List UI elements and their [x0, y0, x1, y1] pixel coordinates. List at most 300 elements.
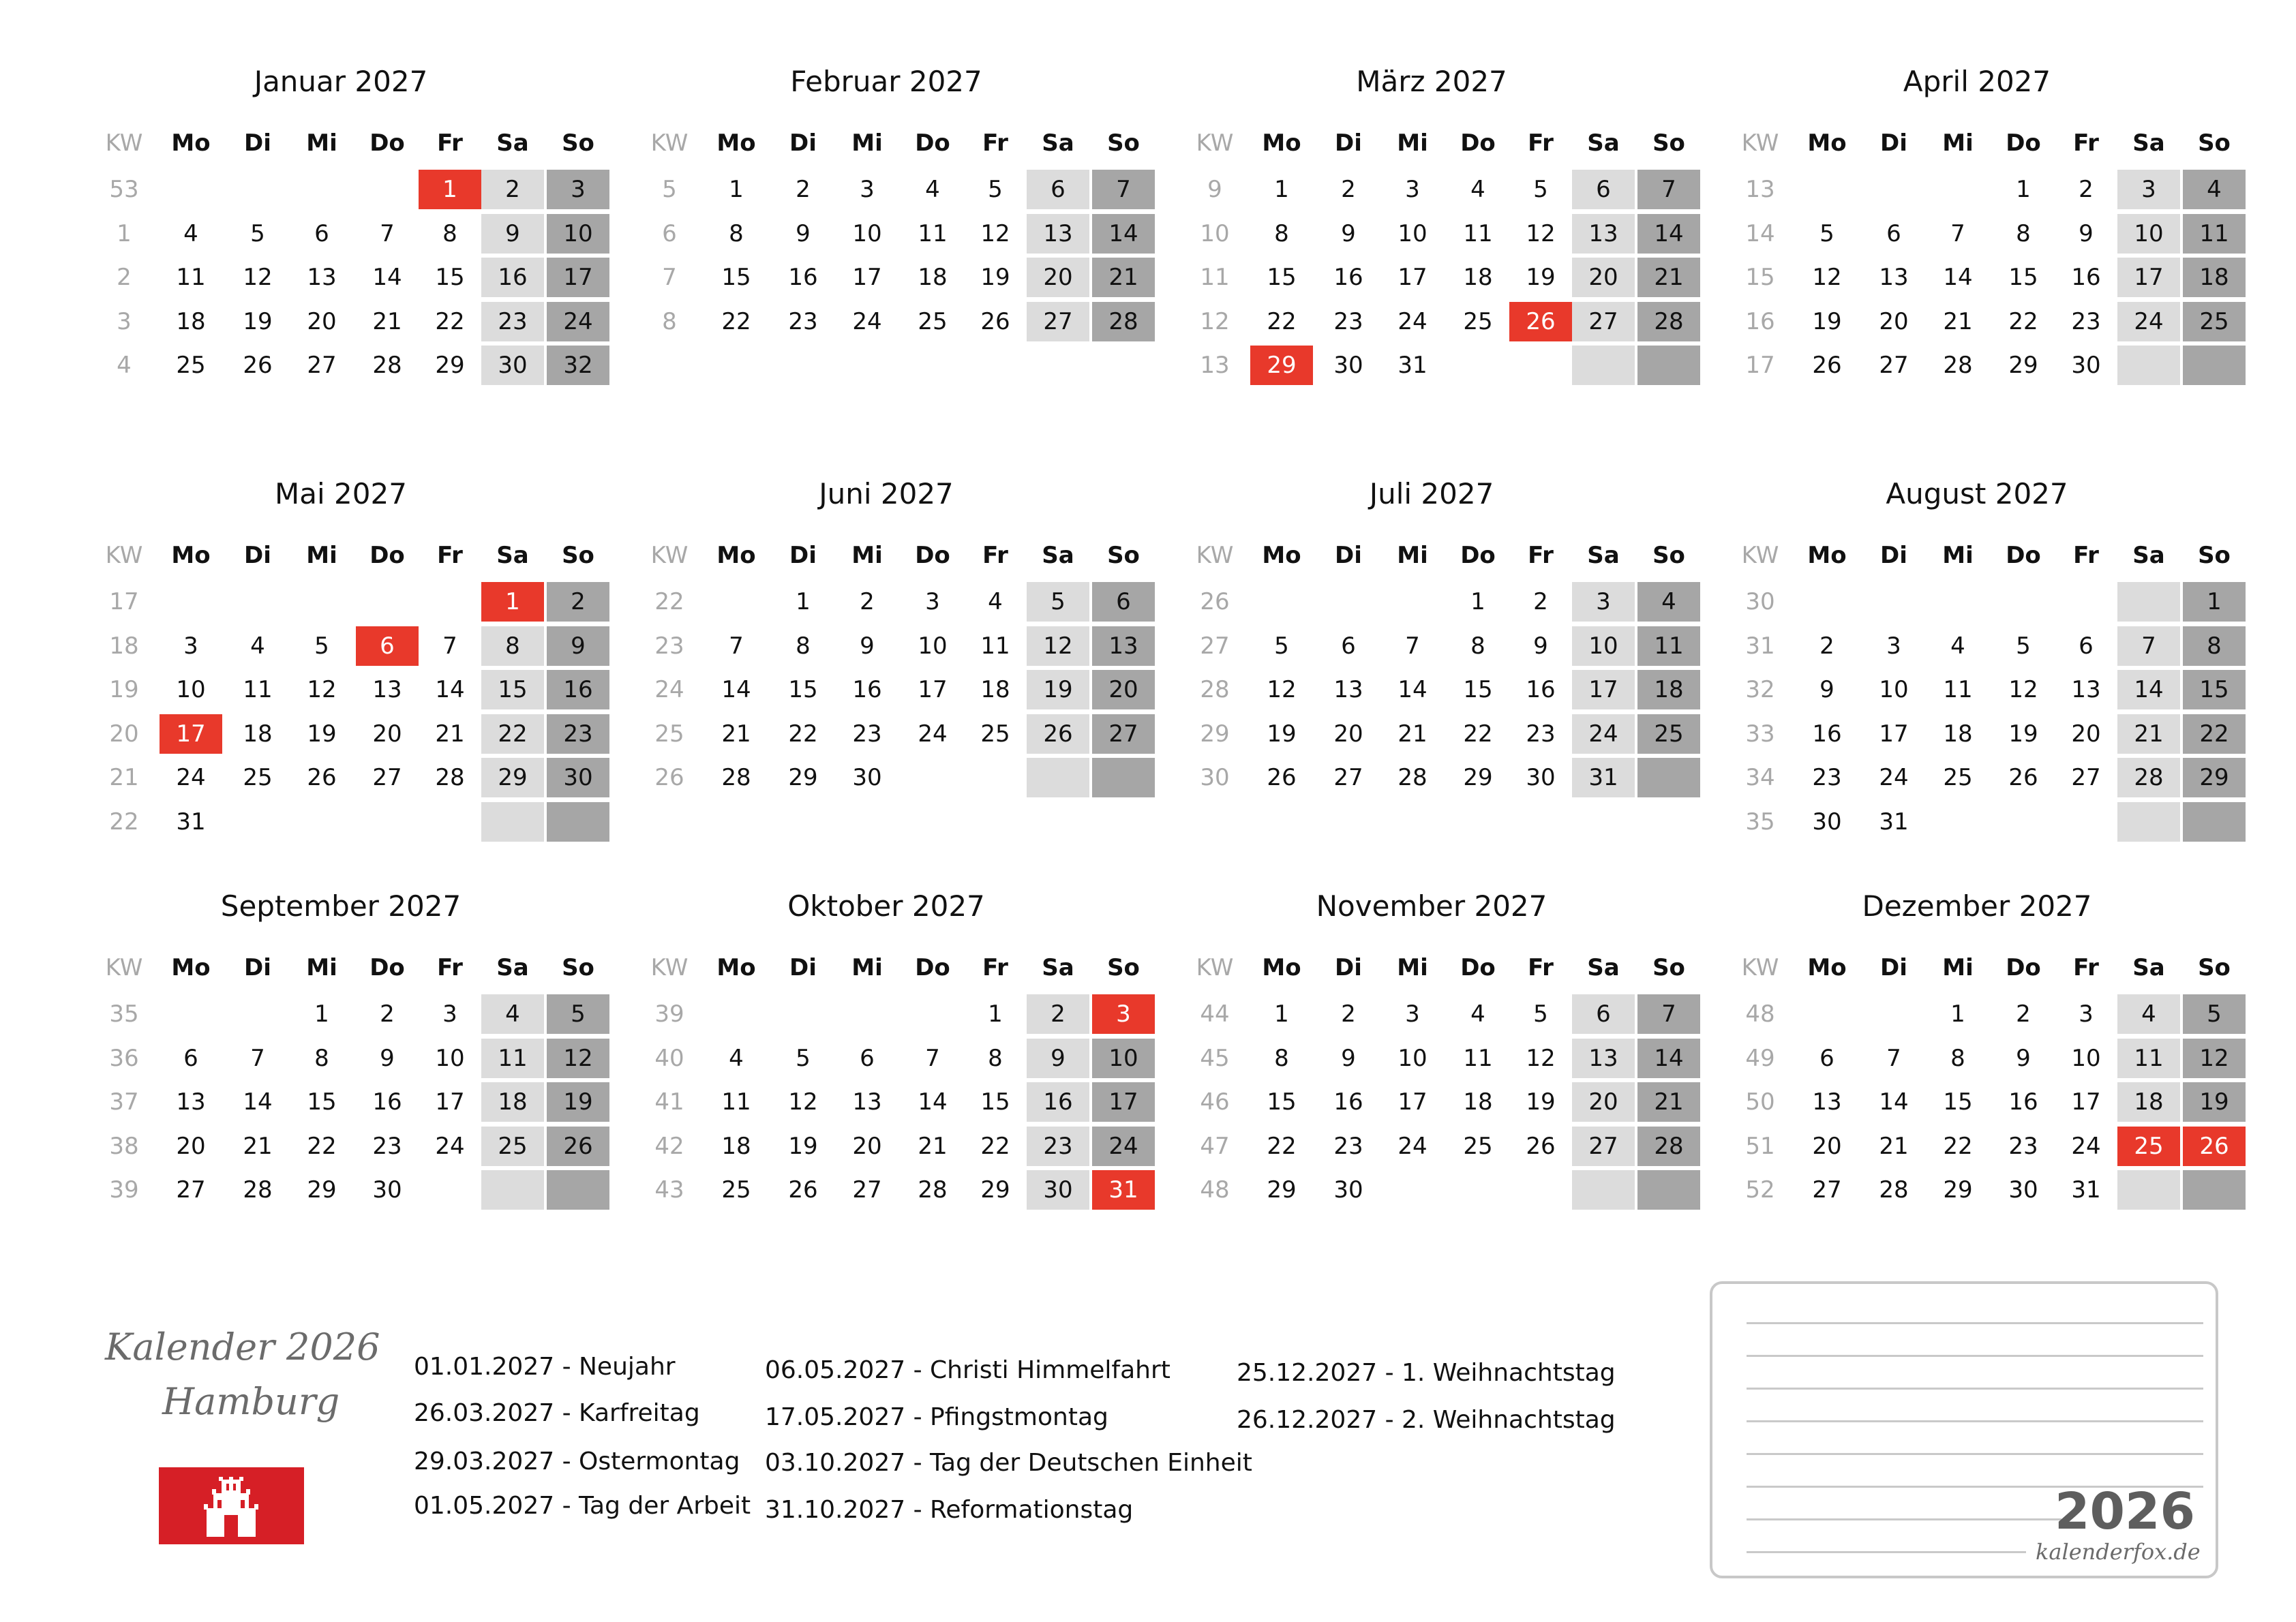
day-cell: 11	[481, 1039, 544, 1078]
day-cell: 30	[372, 1176, 402, 1204]
day-cell: 18	[1463, 264, 1493, 291]
week-number: 35	[109, 1000, 139, 1028]
week-number: 31	[1745, 632, 1775, 660]
day-cell: 14	[1637, 214, 1700, 254]
day-cell: 17	[1092, 1082, 1155, 1122]
day-cell: 9	[1341, 219, 1356, 247]
day-cell	[836, 994, 898, 1034]
day-cell: 28	[1637, 1127, 1700, 1166]
day-cell: 22	[435, 307, 465, 335]
day-cell: 10	[1879, 676, 1909, 703]
day-cell	[2055, 802, 2117, 842]
week-number: 48	[1745, 1000, 1775, 1028]
day-cell: 19	[1812, 307, 1842, 335]
weekday-header: Mo	[1262, 129, 1301, 157]
day-cell: 12	[1267, 676, 1297, 703]
day-cell: 3	[547, 170, 609, 209]
day-cell: 22	[307, 1132, 337, 1160]
weekday-header: Sa	[2132, 129, 2165, 157]
week-number: 47	[1200, 1132, 1230, 1160]
day-cell: 11	[980, 632, 1010, 660]
day-cell	[290, 582, 353, 622]
weekday-header: Sa	[1587, 129, 1620, 157]
weekday-header: Mi	[1397, 542, 1428, 569]
day-cell: 8	[2016, 219, 2031, 247]
day-cell: 25	[918, 307, 948, 335]
day-cell: 16	[1027, 1082, 1089, 1122]
day-cell: 31	[176, 808, 206, 836]
holiday-day-cell: 31	[1092, 1170, 1155, 1210]
day-cell: 18	[2183, 258, 2246, 297]
week-number: 42	[654, 1132, 684, 1160]
weekday-header: Sa	[1042, 129, 1074, 157]
note-line	[1747, 1453, 2203, 1455]
day-cell: 13	[2071, 676, 2101, 703]
day-cell: 17	[1398, 264, 1428, 291]
day-cell: 2	[1533, 588, 1548, 615]
day-cell: 27	[2071, 764, 2101, 791]
day-cell: 20	[1572, 258, 1635, 297]
weekday-header: Di	[789, 954, 817, 981]
day-cell: 13	[372, 676, 402, 703]
day-cell: 10	[1398, 219, 1428, 247]
day-cell: 10	[435, 1044, 465, 1072]
week-number: 30	[1745, 588, 1775, 615]
day-cell: 14	[1637, 1039, 1700, 1078]
day-cell: 26	[788, 1176, 818, 1204]
day-cell: 19	[547, 1082, 609, 1122]
note-line	[1747, 1388, 2203, 1390]
day-cell: 11	[721, 1088, 751, 1116]
day-cell: 8	[729, 219, 744, 247]
day-cell: 25	[980, 720, 1010, 748]
day-cell	[1992, 802, 2055, 842]
day-cell: 17	[1879, 720, 1909, 748]
holiday-day-cell: 17	[160, 714, 222, 754]
day-cell: 4	[1470, 176, 1485, 203]
day-cell: 8	[1274, 1044, 1289, 1072]
weekday-header: Fr	[437, 542, 463, 569]
day-cell: 20	[1812, 1132, 1842, 1160]
weekday-header: Fr	[1528, 129, 1554, 157]
day-cell: 18	[2117, 1082, 2180, 1122]
day-cell: 17	[918, 676, 948, 703]
day-cell: 9	[2016, 1044, 2031, 1072]
day-cell	[1317, 582, 1380, 622]
day-cell	[160, 994, 222, 1034]
day-cell: 28	[435, 764, 465, 791]
day-cell: 14	[721, 676, 751, 703]
calendar-region: Hamburg	[162, 1380, 340, 1423]
day-cell	[356, 582, 419, 622]
week-number: 37	[109, 1088, 139, 1116]
day-cell: 16	[547, 670, 609, 709]
day-cell	[1447, 1170, 1509, 1210]
day-cell: 12	[243, 264, 273, 291]
day-cell: 7	[1405, 632, 1420, 660]
day-cell: 7	[1637, 994, 1700, 1034]
week-number: 53	[109, 176, 139, 203]
day-cell: 2	[2079, 176, 2094, 203]
day-cell: 4	[250, 632, 265, 660]
day-cell: 30	[1027, 1170, 1089, 1210]
day-cell: 14	[243, 1088, 273, 1116]
weekday-header: Mo	[171, 954, 211, 981]
day-cell: 20	[2071, 720, 2101, 748]
day-cell: 4	[988, 588, 1003, 615]
day-cell: 5	[1533, 176, 1548, 203]
day-cell: 27	[1572, 1127, 1635, 1166]
day-cell	[2117, 346, 2180, 385]
day-cell: 15	[1463, 676, 1493, 703]
day-cell: 1	[729, 176, 744, 203]
day-cell: 11	[243, 676, 273, 703]
day-cell: 11	[1637, 626, 1700, 666]
day-cell: 3	[1405, 1000, 1420, 1028]
day-cell: 28	[1943, 352, 1973, 379]
day-cell: 12	[788, 1088, 818, 1116]
kw-header: KW	[1196, 542, 1234, 569]
day-cell	[2117, 582, 2180, 622]
week-number: 16	[1745, 307, 1775, 335]
weekday-header: Fr	[982, 954, 1008, 981]
day-cell: 7	[250, 1044, 265, 1072]
week-number: 3	[117, 307, 132, 335]
weekday-header: Do	[1460, 954, 1496, 981]
day-cell: 16	[2008, 1088, 2038, 1116]
day-cell: 21	[721, 720, 751, 748]
day-cell	[290, 170, 353, 209]
day-cell	[1862, 170, 1925, 209]
month-title: Oktober 2027	[787, 889, 985, 923]
day-cell: 13	[1812, 1088, 1842, 1116]
day-cell: 21	[1398, 720, 1428, 748]
day-cell	[1572, 346, 1635, 385]
day-cell: 24	[176, 764, 206, 791]
day-cell: 19	[980, 264, 1010, 291]
day-cell: 5	[1819, 219, 1834, 247]
week-number: 20	[109, 720, 139, 748]
holiday-day-cell: 3	[1092, 994, 1155, 1034]
day-cell: 27	[307, 352, 337, 379]
week-number: 44	[1200, 1000, 1230, 1028]
week-number: 26	[1200, 588, 1230, 615]
day-cell	[547, 1170, 609, 1210]
day-cell: 1	[2016, 176, 2031, 203]
day-cell: 22	[481, 714, 544, 754]
note-line	[1747, 1322, 2203, 1324]
day-cell: 27	[852, 1176, 882, 1204]
day-cell: 22	[2183, 714, 2246, 754]
day-cell: 4	[2183, 170, 2246, 209]
day-cell: 3	[860, 176, 875, 203]
day-cell: 31	[1398, 352, 1428, 379]
kw-header: KW	[105, 954, 143, 981]
week-number: 39	[109, 1176, 139, 1204]
day-cell	[226, 582, 289, 622]
month-title: Februar 2027	[790, 65, 982, 98]
holiday-item: 25.12.2027 - 1. Weihnachtstag	[1237, 1359, 1616, 1387]
day-cell: 25	[176, 352, 206, 379]
week-number: 30	[1200, 764, 1230, 791]
weekday-header: Fr	[2073, 954, 2099, 981]
weekday-header: So	[2198, 542, 2231, 569]
day-cell: 9	[481, 214, 544, 254]
day-cell: 9	[547, 626, 609, 666]
day-cell: 18	[721, 1132, 751, 1160]
holiday-day-cell: 1	[419, 170, 481, 209]
day-cell: 13	[1572, 214, 1635, 254]
day-cell: 6	[1886, 219, 1901, 247]
day-cell: 28	[1092, 302, 1155, 341]
weekday-header: Mo	[1262, 542, 1301, 569]
day-cell: 27	[1027, 302, 1089, 341]
weekday-header: Do	[369, 954, 405, 981]
month-title: November 2027	[1316, 889, 1547, 923]
day-cell: 30	[2008, 1176, 2038, 1204]
week-number: 14	[1745, 219, 1775, 247]
day-cell: 9	[1533, 632, 1548, 660]
weekday-header: Fr	[1528, 542, 1554, 569]
day-cell: 7	[380, 219, 395, 247]
day-cell: 7	[1886, 1044, 1901, 1072]
day-cell: 16	[788, 264, 818, 291]
day-cell	[2117, 802, 2180, 842]
weekday-header: Mi	[306, 129, 337, 157]
holiday-item: 06.05.2027 - Christi Himmelfahrt	[765, 1356, 1170, 1384]
week-number: 46	[1200, 1088, 1230, 1116]
day-cell: 26	[1526, 1132, 1556, 1160]
day-cell	[356, 170, 419, 209]
day-cell: 5	[988, 176, 1003, 203]
day-cell: 10	[918, 632, 948, 660]
day-cell: 19	[2008, 720, 2038, 748]
day-cell: 29	[1267, 1176, 1297, 1204]
month-title: Dezember 2027	[1862, 889, 2092, 923]
day-cell: 10	[547, 214, 609, 254]
day-cell: 5	[1027, 582, 1089, 622]
month-title: April 2027	[1903, 65, 2051, 98]
day-cell: 3	[2117, 170, 2180, 209]
day-cell	[772, 994, 834, 1034]
week-number: 5	[662, 176, 677, 203]
day-cell: 1	[314, 1000, 329, 1028]
week-number: 15	[1745, 264, 1775, 291]
day-cell: 3	[925, 588, 940, 615]
day-cell: 28	[1637, 302, 1700, 341]
weekday-header: So	[562, 129, 594, 157]
weekday-header: Di	[244, 129, 271, 157]
day-cell: 2	[2016, 1000, 2031, 1028]
day-cell	[481, 1170, 544, 1210]
day-cell: 32	[547, 346, 609, 385]
day-cell: 11	[2183, 214, 2246, 254]
day-cell	[1927, 170, 1989, 209]
day-cell: 18	[1463, 1088, 1493, 1116]
day-cell: 31	[1572, 758, 1635, 797]
day-cell: 18	[918, 264, 948, 291]
day-cell: 28	[1398, 764, 1428, 791]
day-cell: 19	[1027, 670, 1089, 709]
day-cell: 13	[307, 264, 337, 291]
day-cell: 22	[1943, 1132, 1973, 1160]
day-cell	[226, 994, 289, 1034]
holiday-item: 17.05.2027 - Pfingstmontag	[765, 1403, 1108, 1431]
weekday-header: So	[1652, 954, 1685, 981]
day-cell	[964, 758, 1027, 797]
weekday-header: Sa	[2132, 542, 2165, 569]
day-cell: 13	[852, 1088, 882, 1116]
day-cell: 23	[1333, 1132, 1363, 1160]
day-cell	[419, 582, 481, 622]
day-cell: 27	[372, 764, 402, 791]
month-title: Januar 2027	[254, 65, 428, 98]
day-cell: 26	[243, 352, 273, 379]
kw-header: KW	[1741, 954, 1779, 981]
day-cell: 8	[442, 219, 457, 247]
day-cell: 13	[1333, 676, 1363, 703]
month-title: Juni 2027	[819, 477, 954, 510]
day-cell: 17	[1398, 1088, 1428, 1116]
day-cell: 12	[1027, 626, 1089, 666]
week-number: 9	[1207, 176, 1222, 203]
day-cell: 23	[2008, 1132, 2038, 1160]
day-cell: 14	[1398, 676, 1428, 703]
weekday-header: Sa	[2132, 954, 2165, 981]
day-cell: 20	[176, 1132, 206, 1160]
day-cell: 8	[796, 632, 811, 660]
day-cell: 11	[1463, 1044, 1493, 1072]
day-cell: 6	[860, 1044, 875, 1072]
brand-logo-text: kalenderfox.de	[2036, 1539, 2201, 1565]
day-cell	[1927, 802, 1989, 842]
week-number: 22	[109, 808, 139, 836]
day-cell: 12	[1526, 219, 1556, 247]
day-cell: 4	[1470, 1000, 1485, 1028]
weekday-header: Do	[2006, 129, 2041, 157]
week-number: 48	[1200, 1176, 1230, 1204]
weekday-header: Fr	[437, 954, 463, 981]
hamburg-castle-icon	[159, 1467, 304, 1544]
day-cell	[1092, 758, 1155, 797]
day-cell	[160, 170, 222, 209]
day-cell: 31	[2071, 1176, 2101, 1204]
day-cell	[356, 802, 419, 842]
day-cell: 13	[1572, 1039, 1635, 1078]
day-cell: 15	[980, 1088, 1010, 1116]
day-cell: 2	[1819, 632, 1834, 660]
week-number: 22	[654, 588, 684, 615]
day-cell: 2	[380, 1000, 395, 1028]
weekday-header: So	[1107, 542, 1140, 569]
holiday-item: 03.10.2027 - Tag der Deutschen Einheit	[765, 1449, 1252, 1477]
day-cell: 20	[307, 307, 337, 335]
day-cell: 11	[176, 264, 206, 291]
day-cell: 26	[307, 764, 337, 791]
day-cell: 8	[481, 626, 544, 666]
day-cell: 24	[1398, 1132, 1428, 1160]
kw-header: KW	[1741, 542, 1779, 569]
day-cell	[1381, 582, 1444, 622]
day-cell: 27	[1092, 714, 1155, 754]
day-cell	[1796, 994, 1858, 1034]
day-cell: 15	[435, 264, 465, 291]
day-cell: 5	[2183, 994, 2246, 1034]
day-cell: 8	[1950, 1044, 1965, 1072]
day-cell: 8	[988, 1044, 1003, 1072]
day-cell: 28	[1879, 1176, 1909, 1204]
day-cell: 21	[1879, 1132, 1909, 1160]
weekday-header: Do	[1460, 542, 1496, 569]
day-cell: 2	[1341, 176, 1356, 203]
holiday-day-cell: 26	[1509, 302, 1572, 341]
day-cell: 11	[2117, 1039, 2180, 1078]
day-cell: 12	[547, 1039, 609, 1078]
day-cell: 15	[2183, 670, 2246, 709]
day-cell: 10	[2117, 214, 2180, 254]
week-number: 19	[109, 676, 139, 703]
day-cell: 2	[1341, 1000, 1356, 1028]
day-cell: 1	[2183, 582, 2246, 622]
day-cell: 14	[918, 1088, 948, 1116]
day-cell: 26	[547, 1127, 609, 1166]
day-cell: 25	[1463, 1132, 1493, 1160]
weekday-header: Mo	[1807, 129, 1847, 157]
day-cell: 21	[1637, 258, 1700, 297]
week-number: 17	[1745, 352, 1775, 379]
day-cell: 8	[1274, 219, 1289, 247]
day-cell: 1	[1274, 1000, 1289, 1028]
day-cell: 6	[1819, 1044, 1834, 1072]
kw-header: KW	[105, 542, 143, 569]
day-cell: 5	[796, 1044, 811, 1072]
kw-header: KW	[650, 129, 689, 157]
holiday-item: 01.01.2027 - Neujahr	[414, 1353, 676, 1381]
weekday-header: Mi	[851, 542, 883, 569]
day-cell	[481, 802, 544, 842]
day-cell: 11	[1463, 219, 1493, 247]
day-cell: 8	[2183, 626, 2246, 666]
week-number: 50	[1745, 1088, 1775, 1116]
holiday-item: 01.05.2027 - Tag der Arbeit	[414, 1492, 751, 1520]
day-cell: 20	[1027, 258, 1089, 297]
day-cell: 15	[1267, 264, 1297, 291]
day-cell: 16	[372, 1088, 402, 1116]
day-cell: 27	[1333, 764, 1363, 791]
day-cell: 5	[547, 994, 609, 1034]
day-cell: 16	[481, 258, 544, 297]
day-cell: 10	[2071, 1044, 2101, 1072]
day-cell: 23	[1526, 720, 1556, 748]
day-cell: 12	[307, 676, 337, 703]
weekday-header: So	[1107, 954, 1140, 981]
holiday-item: 26.03.2027 - Karfreitag	[414, 1399, 700, 1427]
day-cell: 15	[481, 670, 544, 709]
weekday-header: Mi	[1397, 954, 1428, 981]
day-cell: 5	[1274, 632, 1289, 660]
day-cell: 28	[372, 352, 402, 379]
weekday-header: Mo	[716, 129, 756, 157]
hamburg-flag	[159, 1467, 304, 1544]
day-cell: 21	[1092, 258, 1155, 297]
week-number: 26	[654, 764, 684, 791]
day-cell: 4	[1950, 632, 1965, 660]
day-cell: 6	[1341, 632, 1356, 660]
day-cell	[1250, 582, 1313, 622]
week-number: 2	[117, 264, 132, 291]
day-cell: 3	[2079, 1000, 2094, 1028]
day-cell: 6	[2079, 632, 2094, 660]
